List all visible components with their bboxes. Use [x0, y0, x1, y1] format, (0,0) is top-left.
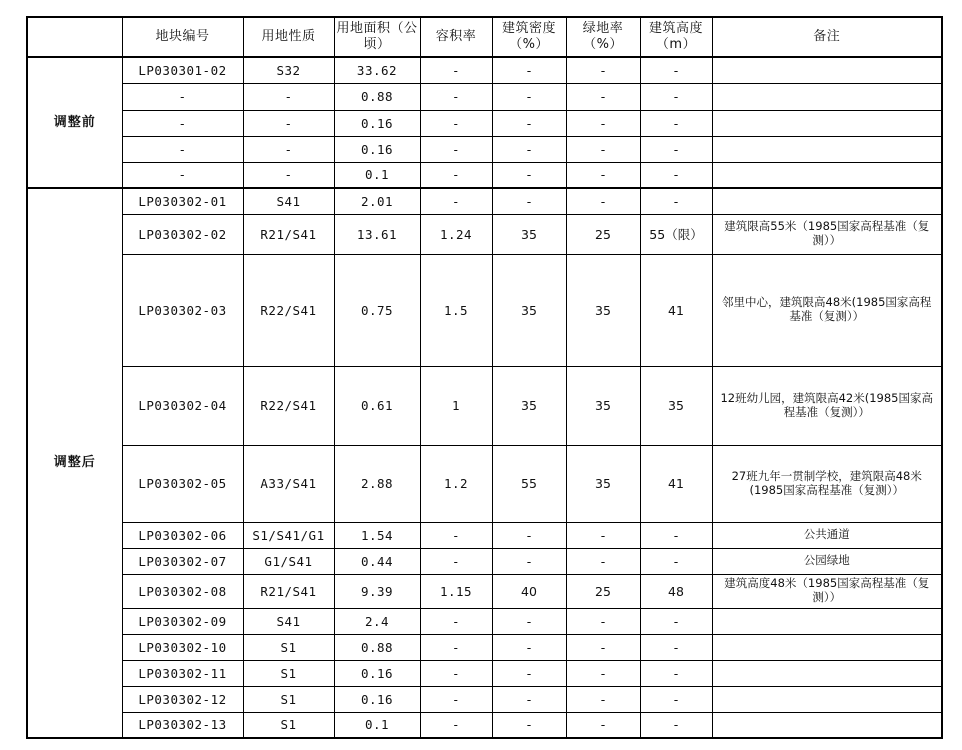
cell-density: 55	[492, 445, 566, 522]
cell-density: -	[492, 136, 566, 162]
cell-code: -	[122, 83, 243, 110]
cell-code: LP030302-10	[122, 634, 243, 660]
cell-note	[712, 110, 942, 136]
cell-use: S41	[243, 188, 334, 214]
cell-height: 41	[640, 254, 712, 366]
cell-density: -	[492, 608, 566, 634]
cell-density: -	[492, 110, 566, 136]
cell-far: -	[420, 188, 492, 214]
cell-green: 35	[566, 445, 640, 522]
cell-height: 48	[640, 574, 712, 608]
cell-code: LP030302-13	[122, 712, 243, 738]
cell-note: 建筑限高55米（1985国家高程基准（复测））	[712, 214, 942, 254]
cell-green: -	[566, 188, 640, 214]
cell-note: 邻里中心，建筑限高48米(1985国家高程基准（复测））	[712, 254, 942, 366]
cell-height: -	[640, 110, 712, 136]
cell-note	[712, 162, 942, 188]
header-code: 地块编号	[122, 17, 243, 57]
group-label-after: 调整后	[27, 188, 122, 738]
cell-note: 建筑高度48米（1985国家高程基准（复测））	[712, 574, 942, 608]
cell-green: -	[566, 634, 640, 660]
cell-green: -	[566, 712, 640, 738]
table-row	[27, 574, 942, 608]
cell-code: LP030302-07	[122, 548, 243, 574]
cell-area: 0.88	[334, 634, 420, 660]
table-row	[27, 366, 942, 445]
cell-density: 35	[492, 366, 566, 445]
cell-code: LP030302-06	[122, 522, 243, 548]
cell-green: -	[566, 548, 640, 574]
cell-green: -	[566, 83, 640, 110]
table-body	[27, 57, 942, 738]
cell-note	[712, 660, 942, 686]
table-row	[27, 608, 942, 634]
header-use: 用地性质	[243, 17, 334, 57]
cell-area: 0.61	[334, 366, 420, 445]
table-header	[27, 17, 942, 57]
cell-area: 0.75	[334, 254, 420, 366]
cell-code: -	[122, 162, 243, 188]
cell-density: 40	[492, 574, 566, 608]
table-row	[27, 548, 942, 574]
cell-code: LP030302-09	[122, 608, 243, 634]
cell-note: 27班九年一贯制学校，建筑限高48米(1985国家高程基准（复测））	[712, 445, 942, 522]
cell-far: -	[420, 686, 492, 712]
table-row	[27, 660, 942, 686]
cell-note	[712, 57, 942, 83]
cell-note	[712, 712, 942, 738]
cell-far: -	[420, 57, 492, 83]
cell-code: LP030302-05	[122, 445, 243, 522]
header-far: 容积率	[420, 17, 492, 57]
cell-area: 0.16	[334, 136, 420, 162]
cell-density: -	[492, 712, 566, 738]
cell-far: 1.2	[420, 445, 492, 522]
cell-far: -	[420, 162, 492, 188]
cell-far: 1.15	[420, 574, 492, 608]
cell-far: -	[420, 548, 492, 574]
cell-height: 35	[640, 366, 712, 445]
cell-code: LP030302-02	[122, 214, 243, 254]
cell-green: 35	[566, 366, 640, 445]
cell-code: LP030302-03	[122, 254, 243, 366]
cell-use: R22/S41	[243, 254, 334, 366]
cell-height: 55（限）	[640, 214, 712, 254]
cell-density: -	[492, 57, 566, 83]
table-row	[27, 522, 942, 548]
header-height: 建筑高度（m）	[640, 17, 712, 57]
cell-use: S1	[243, 686, 334, 712]
table-row	[27, 57, 942, 83]
cell-height: -	[640, 162, 712, 188]
cell-use: R21/S41	[243, 214, 334, 254]
cell-green: -	[566, 608, 640, 634]
cell-far: 1.24	[420, 214, 492, 254]
cell-green: -	[566, 686, 640, 712]
cell-density: -	[492, 548, 566, 574]
cell-density: -	[492, 522, 566, 548]
cell-height: -	[640, 57, 712, 83]
cell-note: 12班幼儿园，建筑限高42米(1985国家高程基准（复测））	[712, 366, 942, 445]
cell-height: -	[640, 548, 712, 574]
cell-green: -	[566, 522, 640, 548]
cell-use: G1/S41	[243, 548, 334, 574]
land-use-table	[26, 16, 943, 739]
cell-code: LP030302-11	[122, 660, 243, 686]
cell-use: S41	[243, 608, 334, 634]
cell-code: -	[122, 110, 243, 136]
cell-height: -	[640, 83, 712, 110]
cell-far: 1	[420, 366, 492, 445]
cell-density: 35	[492, 214, 566, 254]
table-row	[27, 686, 942, 712]
cell-note	[712, 136, 942, 162]
cell-note	[712, 83, 942, 110]
cell-density: -	[492, 634, 566, 660]
cell-use: -	[243, 162, 334, 188]
cell-density: -	[492, 660, 566, 686]
cell-area: 0.44	[334, 548, 420, 574]
cell-note	[712, 634, 942, 660]
cell-height: -	[640, 634, 712, 660]
table-row	[27, 445, 942, 522]
cell-use: S1	[243, 634, 334, 660]
cell-note	[712, 608, 942, 634]
cell-use: -	[243, 83, 334, 110]
cell-area: 0.1	[334, 712, 420, 738]
cell-use: A33/S41	[243, 445, 334, 522]
table-row	[27, 712, 942, 738]
cell-note	[712, 686, 942, 712]
cell-use: -	[243, 110, 334, 136]
cell-note	[712, 188, 942, 214]
header-green: 绿地率（%）	[566, 17, 640, 57]
cell-far: -	[420, 634, 492, 660]
header-note: 备注	[712, 17, 942, 57]
header-area: 用地面积（公顷）	[334, 17, 420, 57]
cell-density: -	[492, 686, 566, 712]
table-row	[27, 214, 942, 254]
cell-far: -	[420, 83, 492, 110]
cell-note: 公共通道	[712, 522, 942, 548]
cell-far: -	[420, 712, 492, 738]
cell-use: S1	[243, 712, 334, 738]
cell-far: -	[420, 136, 492, 162]
cell-use: S32	[243, 57, 334, 83]
cell-area: 2.4	[334, 608, 420, 634]
cell-code: -	[122, 136, 243, 162]
cell-green: 25	[566, 574, 640, 608]
table-row	[27, 188, 942, 214]
cell-density: 35	[492, 254, 566, 366]
cell-green: 35	[566, 254, 640, 366]
cell-density: -	[492, 188, 566, 214]
cell-height: 41	[640, 445, 712, 522]
cell-code: LP030302-08	[122, 574, 243, 608]
cell-area: 13.61	[334, 214, 420, 254]
cell-area: 0.88	[334, 83, 420, 110]
cell-area: 2.88	[334, 445, 420, 522]
cell-area: 0.16	[334, 686, 420, 712]
cell-green: -	[566, 110, 640, 136]
cell-far: -	[420, 110, 492, 136]
cell-green: -	[566, 57, 640, 83]
table-row	[27, 110, 942, 136]
cell-use: S1	[243, 660, 334, 686]
cell-height: -	[640, 136, 712, 162]
cell-code: LP030302-04	[122, 366, 243, 445]
cell-area: 0.1	[334, 162, 420, 188]
cell-code: LP030302-01	[122, 188, 243, 214]
cell-green: 25	[566, 214, 640, 254]
cell-far: -	[420, 608, 492, 634]
cell-note: 公园绿地	[712, 548, 942, 574]
cell-code: LP030301-02	[122, 57, 243, 83]
table-row	[27, 136, 942, 162]
table-row	[27, 162, 942, 188]
cell-use: -	[243, 136, 334, 162]
header-group	[27, 17, 122, 57]
cell-area: 9.39	[334, 574, 420, 608]
cell-code: LP030302-12	[122, 686, 243, 712]
cell-use: R21/S41	[243, 574, 334, 608]
cell-height: -	[640, 522, 712, 548]
cell-green: -	[566, 660, 640, 686]
table-row	[27, 83, 942, 110]
cell-area: 0.16	[334, 110, 420, 136]
cell-density: -	[492, 162, 566, 188]
cell-area: 0.16	[334, 660, 420, 686]
cell-height: -	[640, 686, 712, 712]
cell-height: -	[640, 712, 712, 738]
cell-area: 1.54	[334, 522, 420, 548]
table-row	[27, 254, 942, 366]
cell-height: -	[640, 660, 712, 686]
cell-use: S1/S41/G1	[243, 522, 334, 548]
group-label-before: 调整前	[27, 57, 122, 188]
cell-area: 2.01	[334, 188, 420, 214]
cell-far: 1.5	[420, 254, 492, 366]
header-row	[27, 17, 942, 57]
cell-far: -	[420, 660, 492, 686]
cell-use: R22/S41	[243, 366, 334, 445]
cell-density: -	[492, 83, 566, 110]
cell-area: 33.62	[334, 57, 420, 83]
cell-green: -	[566, 162, 640, 188]
cell-green: -	[566, 136, 640, 162]
table-row	[27, 634, 942, 660]
header-density: 建筑密度（%）	[492, 17, 566, 57]
cell-far: -	[420, 522, 492, 548]
cell-height: -	[640, 608, 712, 634]
cell-height: -	[640, 188, 712, 214]
